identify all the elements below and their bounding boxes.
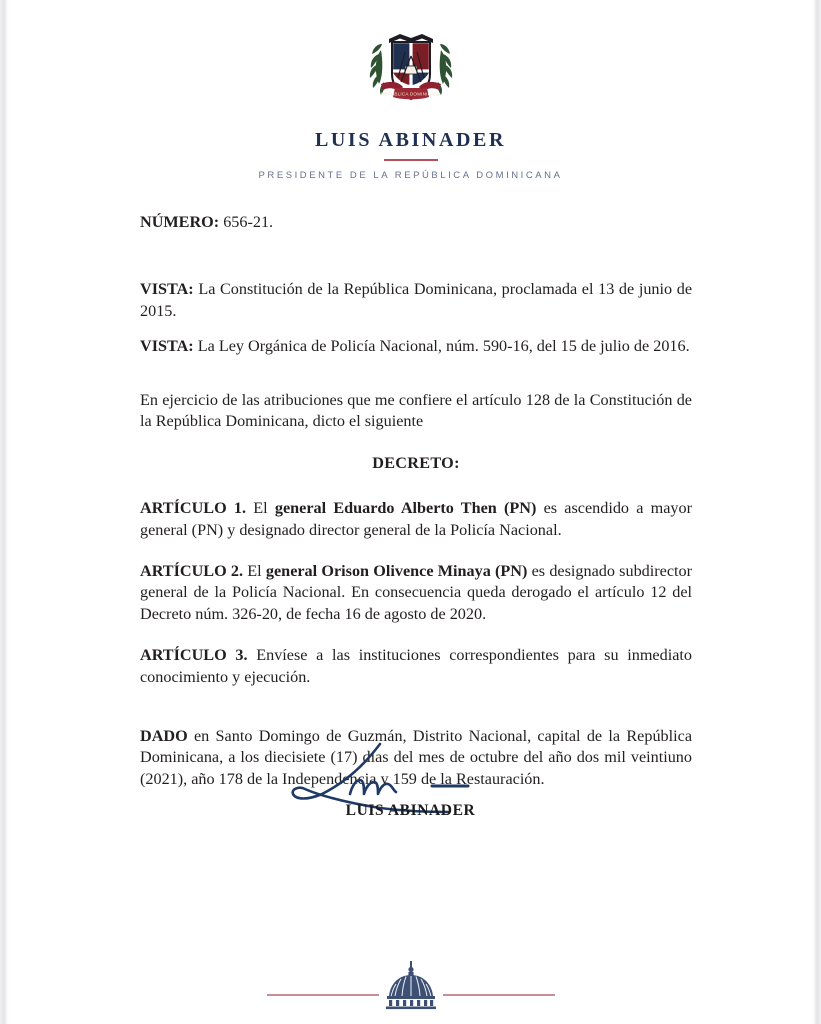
vista-label-2: VISTA: <box>140 337 194 356</box>
svg-text:REPUBLICA DOMINICANA: REPUBLICA DOMINICANA <box>380 91 441 97</box>
article-1-label: ARTÍCULO 1. <box>140 499 247 518</box>
president-title: PRESIDENTE DE LA REPÚBLICA DOMINICANA <box>258 170 563 181</box>
article-2 <box>140 561 692 625</box>
article-2-lead: El <box>247 562 262 580</box>
page-footer <box>0 952 821 1010</box>
article-1-text: es ascendido a mayor general (PN) y designado director general de la Policía Nacional. <box>140 499 692 539</box>
national-palace-dome-icon <box>385 960 437 1010</box>
decree-number-value: 656-21. <box>223 213 274 231</box>
decree-number-label: NÚMERO: <box>140 213 220 231</box>
footer-rule-right <box>443 994 555 996</box>
vista-text-2: La Ley Orgánica de Policía Nacional, núm. 590-16, del 15 de julio de 2016. <box>197 337 690 356</box>
vista-text-1: La Constitución de la República Dominicana, proclamada el 13 de junio de 2015. <box>140 280 693 320</box>
article-3-text: Envíese a las instituciones correspondientes para su inmediato conocimiento y ejecución. <box>140 646 692 686</box>
article-3 <box>140 645 692 688</box>
decreto-heading: DECRETO: <box>372 454 460 473</box>
letterhead <box>0 26 821 181</box>
president-name: LUIS ABINADER <box>314 129 507 151</box>
letterhead-divider <box>384 159 438 161</box>
vista-clause-2 <box>140 336 692 357</box>
dado-text: en Santo Domingo de Guzmán, Distrito Nacional, capital de la República Dominicana, a los diecisiete (17) días del mes de octubre del año dos mil veintiuno (2021), año 178 de la Independencia y 159 de la Restauración. <box>140 726 693 788</box>
signer-printed-name: LUIS ABINADER <box>345 802 476 819</box>
article-2-emphasis: general Orison Olivence Minaya (PN) <box>265 562 528 580</box>
vista-clause-1 <box>140 279 692 322</box>
article-1 <box>140 498 692 541</box>
dominican-republic-coat-of-arms-icon <box>367 26 455 110</box>
decree-body <box>140 212 692 790</box>
article-1-lead: El <box>253 499 268 518</box>
decree-number-line <box>140 212 692 233</box>
preamble-paragraph: En ejercicio de las atribuciones que me confiere el artículo 128 de la Constitución de la República Dominicana, dicto el siguiente <box>140 390 692 430</box>
article-3-label: ARTÍCULO 3. <box>140 646 248 665</box>
article-2-text: es designado subdirector general de la Policía Nacional. En consecuencia queda derogado el artículo 12 del Decreto núm. 326-20, de fecha 16 de agosto de 2020. <box>140 562 692 623</box>
article-2-label: ARTÍCULO 2. <box>140 562 244 580</box>
article-1-emphasis: general Eduardo Alberto Then (PN) <box>274 499 537 518</box>
dado-label: DADO <box>140 726 188 745</box>
vista-label-1: VISTA: <box>140 280 194 299</box>
footer-rule-left <box>267 994 379 996</box>
signature-block <box>0 742 821 838</box>
